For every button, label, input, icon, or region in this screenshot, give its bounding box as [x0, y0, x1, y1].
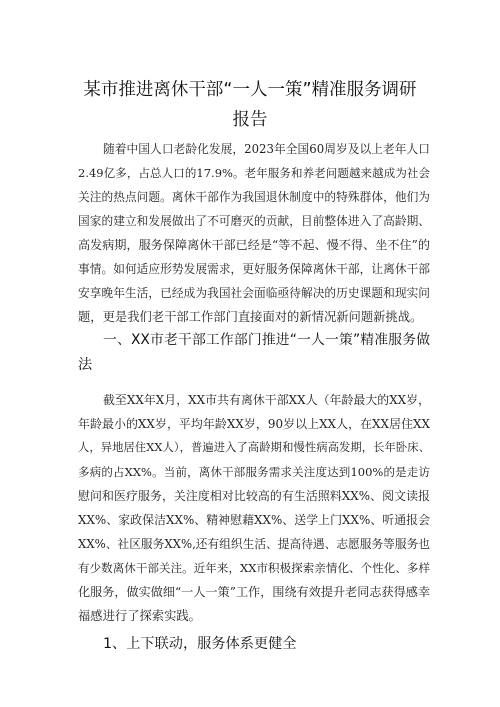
intro-line: 国家的建立和发展做出了不可磨灭的贡献，目前整体进入了高龄期、 — [78, 214, 430, 228]
body-line: 年龄最小的XX岁，平均年龄XX岁，90岁以上XX人，在XX居住XX — [78, 417, 430, 431]
body-line: 人，异地居住XX人），普遍进入了高龄期和慢性病高发期，长年卧床、 — [78, 441, 430, 454]
section-1-heading — [78, 328, 430, 378]
document-title-line-2: 报告 — [232, 110, 268, 130]
section-heading-line: 法 — [78, 357, 93, 373]
body-line: 福感进行了探索实践。 — [78, 609, 201, 623]
body-line: 截至XX年X月，XX市共有离休干部XX人（年龄最大的XX岁， — [103, 393, 430, 407]
body-line: 慰问和医疗服务，关注度相对比较高的有生活照料XX%、阅文读报 — [78, 489, 430, 503]
intro-line: 随着中国人口老龄化发展，2023年全国60周岁及以上老年人口 — [103, 142, 430, 156]
intro-line: 高发病期，服务保障离休干部已经是“等不起、慢不得、坐不住”的 — [78, 238, 430, 252]
body-line: 多病的占XX%。当前，离休干部服务需求关注度达到100%的是走访 — [78, 465, 430, 479]
intro-paragraph — [78, 137, 430, 329]
section-heading-line: 一、XX市老干部工作部门推进“一人一策”精准服务做 — [103, 332, 430, 348]
body-line: XX%、社区服务XX%,还有组织生活、提高待遇、志愿服务等服务也 — [78, 537, 430, 551]
intro-line: 2.49亿多，占总人口的17.9%。老年服务和养老问题越来越成为社会 — [78, 166, 430, 180]
intro-line: 事情。如何适应形势发展需求，更好服务保障离休干部，让离休干部 — [78, 262, 430, 276]
document-title-line-1: 某市推进离休干部“一人一策”精准服务调研 — [83, 80, 417, 100]
intro-line: 安享晚年生活，已经成为我国社会面临亟待解决的历史课题和现实问 — [78, 286, 430, 300]
body-line: 有少数离休干部关注。近年来，XX市积极探索亲情化、个性化、多样 — [78, 561, 430, 575]
body-line: 化服务，做实做细“一人一策”工作，围绕有效提升老同志获得感幸 — [78, 585, 430, 599]
intro-line: 题，更是我们老干部工作部门直接面对的新情况新问题新挑战。 — [78, 310, 423, 324]
section-1-body — [78, 388, 430, 628]
body-line: XX%、家政保洁XX%、精神慰藉XX%、送学上门XX%、听通报会 — [78, 513, 430, 527]
subheading-1 — [78, 632, 430, 657]
subheading-line: 1、上下联动，服务体系更健全 — [103, 636, 297, 652]
intro-line: 关注的热点问题。离休干部作为我国退休制度中的特殊群体，他们为 — [78, 190, 430, 204]
